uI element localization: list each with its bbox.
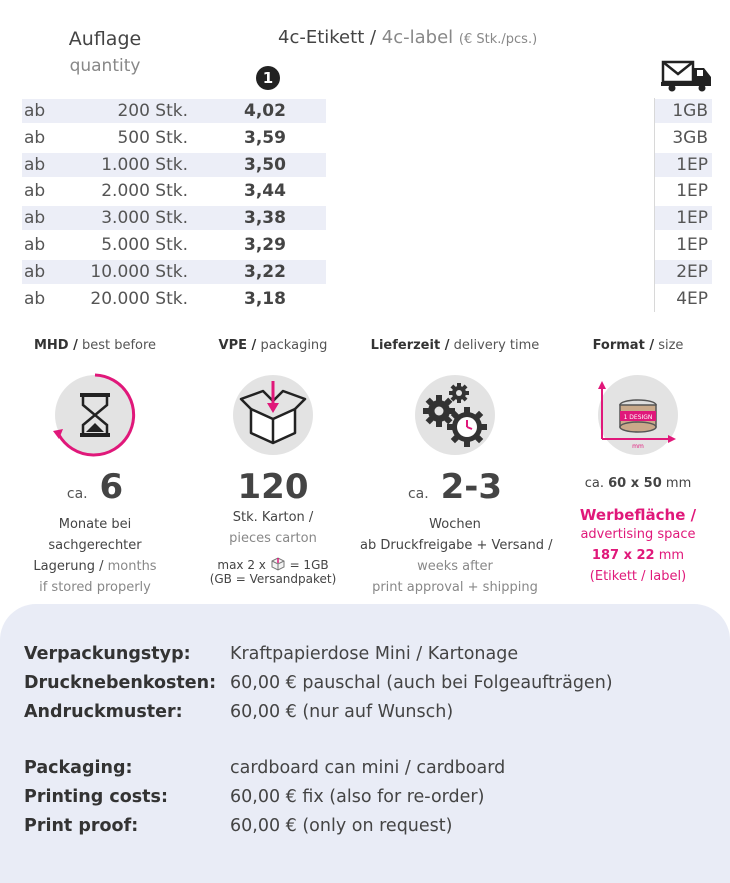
info-row: Print proof: 60,00 € (only on request): [24, 816, 453, 836]
truck-mail-icon: [660, 58, 714, 92]
mhd-line4: if stored properly: [39, 580, 151, 595]
row-price: 4,02: [244, 101, 286, 121]
row-shipping: 4EP: [676, 288, 708, 309]
row-prefix: ab: [24, 288, 46, 309]
format-title: Format / size: [592, 338, 684, 353]
box-icon: [227, 369, 319, 461]
row-quantity: 2.000 Stk.: [101, 181, 188, 202]
table-row: [22, 232, 712, 259]
mhd-line1: Monate bei: [58, 517, 132, 532]
row-price: 3,44: [244, 181, 286, 202]
row-price: 3,50: [244, 154, 286, 175]
row-prefix: ab: [24, 261, 46, 282]
table-row: [22, 205, 712, 232]
delivery-value: ca. 2-3: [407, 467, 502, 507]
row-quantity: 200 Stk.: [117, 101, 188, 121]
mhd-column: [0, 338, 190, 598]
table-row: [22, 178, 712, 205]
row-prefix: ab: [24, 101, 46, 121]
delivery-line1: Wochen: [429, 517, 481, 532]
row-prefix: ab: [24, 234, 46, 255]
table-row: [22, 152, 712, 179]
info-row: Andruckmuster: 60,00 € (nur auf Wunsch): [24, 702, 454, 722]
row-price: 3,59: [244, 127, 286, 148]
row-prefix: ab: [24, 208, 46, 229]
hourglass-icon: [49, 369, 141, 461]
row-price: 3,38: [244, 208, 286, 229]
row-quantity: 1.000 Stk.: [101, 154, 188, 175]
delivery-line3: weeks after: [417, 559, 493, 574]
table-row: [22, 259, 712, 286]
column-number-badge: 1: [256, 66, 280, 90]
table-row: [22, 98, 712, 125]
info-group-en: [24, 754, 505, 841]
ad-space-en: advertising space: [580, 527, 696, 542]
format-size: ca. 60 x 50 mm: [584, 476, 692, 491]
row-shipping: 1GB: [672, 101, 708, 121]
row-prefix: ab: [24, 154, 46, 175]
vpe-line2: pieces carton: [229, 531, 317, 546]
row-quantity: 5.000 Stk.: [101, 234, 188, 255]
small-box-icon: [270, 557, 286, 571]
row-price: 3,29: [244, 234, 286, 255]
ad-space-size: 187 x 22 mm: [591, 548, 685, 563]
row-shipping: 1EP: [676, 208, 708, 229]
table-row: [22, 125, 712, 152]
row-price: 3,22: [244, 261, 286, 282]
row-quantity: 10.000 Stk.: [90, 261, 188, 282]
row-shipping: 3GB: [672, 127, 708, 148]
quantity-header-de: Auflage: [68, 28, 142, 50]
info-panel: [0, 604, 730, 883]
row-prefix: ab: [24, 181, 46, 202]
ad-space-note: (Etikett / label): [589, 569, 687, 584]
vpe-title: VPE / packaging: [218, 338, 328, 353]
format-column: [543, 338, 730, 587]
info-row: Drucknebenkosten: 60,00 € pauschal (auch bei Folgeaufträgen): [24, 673, 613, 693]
mhd-title: MHD / best before: [33, 338, 157, 353]
can-format-icon: [592, 369, 684, 461]
row-quantity: 3.000 Stk.: [101, 208, 188, 229]
row-quantity: 500 Stk.: [117, 127, 188, 148]
info-row: Printing costs: 60,00 € fix (also for re-order): [24, 787, 485, 807]
row-shipping: 1EP: [676, 234, 708, 255]
quantity-header-en: quantity: [69, 56, 141, 76]
label-header-de: 4c-Etikett /: [278, 27, 377, 48]
can-unit-text: mm: [632, 443, 644, 450]
table-row: [22, 286, 712, 313]
row-quantity: 20.000 Stk.: [90, 288, 188, 309]
mhd-line3: Lagerung / months: [33, 559, 157, 574]
label-header-unit: (€ Stk./pcs.): [458, 32, 538, 47]
gears-icon: [409, 369, 501, 461]
price-table: [22, 98, 712, 312]
quantity-header: [40, 28, 170, 76]
delivery-title: Lieferzeit / delivery time: [370, 338, 540, 353]
vpe-gb-note: (GB = Versandpaket): [209, 572, 337, 586]
can-label-text: 1 DESIGN: [623, 414, 653, 421]
mhd-value: ca. 6: [66, 467, 124, 507]
vpe-max-line: max 2 x = 1GB: [217, 558, 329, 572]
label-header-en: 4c-label: [381, 27, 454, 48]
delivery-line2: ab Druckfreigabe + Versand /: [360, 538, 553, 553]
info-row: Packaging: cardboard can mini / cardboard: [24, 758, 506, 778]
row-shipping: 2EP: [676, 261, 708, 282]
vpe-value: 120: [237, 467, 309, 507]
vpe-column: [178, 338, 368, 586]
delivery-column: [360, 338, 553, 598]
row-price: 3,18: [244, 288, 286, 309]
info-row: Verpackungstyp: Kraftpapierdose Mini / Kartonage: [24, 644, 519, 664]
vpe-line1: Stk. Karton /: [232, 510, 314, 525]
delivery-line4: print approval + shipping: [372, 580, 538, 595]
row-shipping: 1EP: [676, 181, 708, 202]
ad-space-de: Werbefläche /: [579, 506, 697, 524]
label-header: [278, 27, 537, 48]
mhd-line2: sachgerechter: [48, 538, 142, 553]
info-group-de: [24, 640, 613, 727]
row-shipping: 1EP: [676, 154, 708, 175]
row-prefix: ab: [24, 127, 46, 148]
